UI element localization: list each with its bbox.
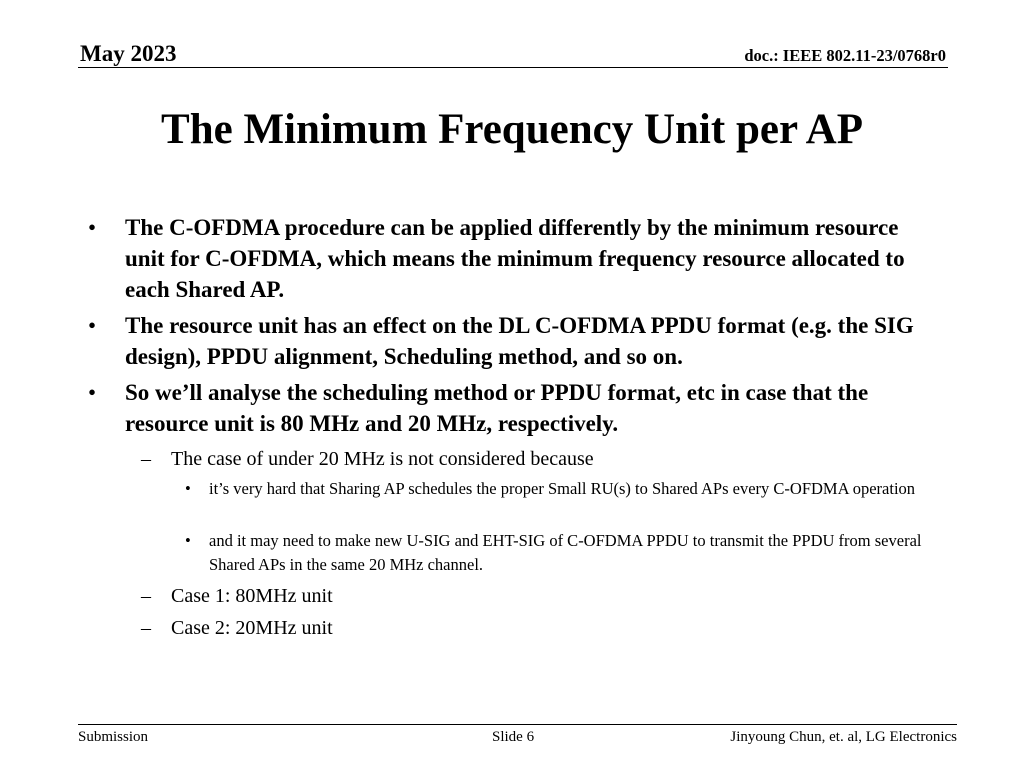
header-date: May 2023 (80, 41, 177, 66)
bullet-text: The resource unit has an effect on the DL C-OFDMA PPDU format (e.g. the SIG design), PPDU alignment, Scheduling method, and so on. (125, 313, 914, 369)
sub-sub-bullet-text: it’s very hard that Sharing AP schedules the proper Small RU(s) to Shared APs every C-OFDMA operation (209, 479, 916, 498)
bullet-marker: • (88, 313, 97, 338)
sub-bullet-item (141, 583, 931, 609)
bullet-item (88, 310, 940, 372)
sub-sub-bullet-item (185, 477, 929, 501)
slide-title: The Minimum Frequency Unit per AP (161, 106, 863, 153)
bullet-item (88, 212, 940, 305)
header-divider (78, 67, 948, 68)
bullet-text: So we’ll analyse the scheduling method or PPDU format, etc in case that the resource unit is 80 MHz and 20 MHz, respectively. (125, 380, 869, 436)
footer-submission: Submission (78, 729, 149, 745)
bullet-marker: • (88, 215, 97, 240)
sub-sub-bullet-marker: • (185, 479, 191, 498)
footer-authors: Jinyoung Chun, et. al, LG Electronics (730, 729, 957, 745)
bullet-text: The C-OFDMA procedure can be applied differently by the minimum resource unit for C-OFDMA, which means the minimum frequency resource allocated to each Shared AP. (125, 215, 905, 302)
sub-bullet-marker: – (141, 585, 151, 607)
sub-sub-bullet-text: and it may need to make new U-SIG and EHT-SIG of C-OFDMA PPDU to transmit the PPDU from several Shared APs in the same 20 MHz channel. (209, 531, 922, 574)
sub-bullet-marker: – (141, 617, 151, 639)
sub-bullet-marker: – (141, 448, 151, 470)
bullet-marker: • (88, 380, 97, 405)
sub-sub-bullet-marker: • (185, 531, 191, 550)
header-doc-id: doc.: IEEE 802.11-23/0768r0 (744, 46, 946, 65)
sub-bullet-item (141, 615, 931, 641)
sub-sub-bullet-item (185, 529, 929, 576)
sub-bullet-text: The case of under 20 MHz is not considered because (171, 448, 594, 470)
footer-slide-number: Slide 6 (492, 729, 535, 745)
footer-divider (78, 724, 957, 725)
sub-bullet-text: Case 2: 20MHz unit (171, 617, 333, 639)
sub-bullet-item (141, 446, 931, 472)
bullet-item (88, 377, 940, 439)
sub-bullet-text: Case 1: 80MHz unit (171, 585, 333, 607)
